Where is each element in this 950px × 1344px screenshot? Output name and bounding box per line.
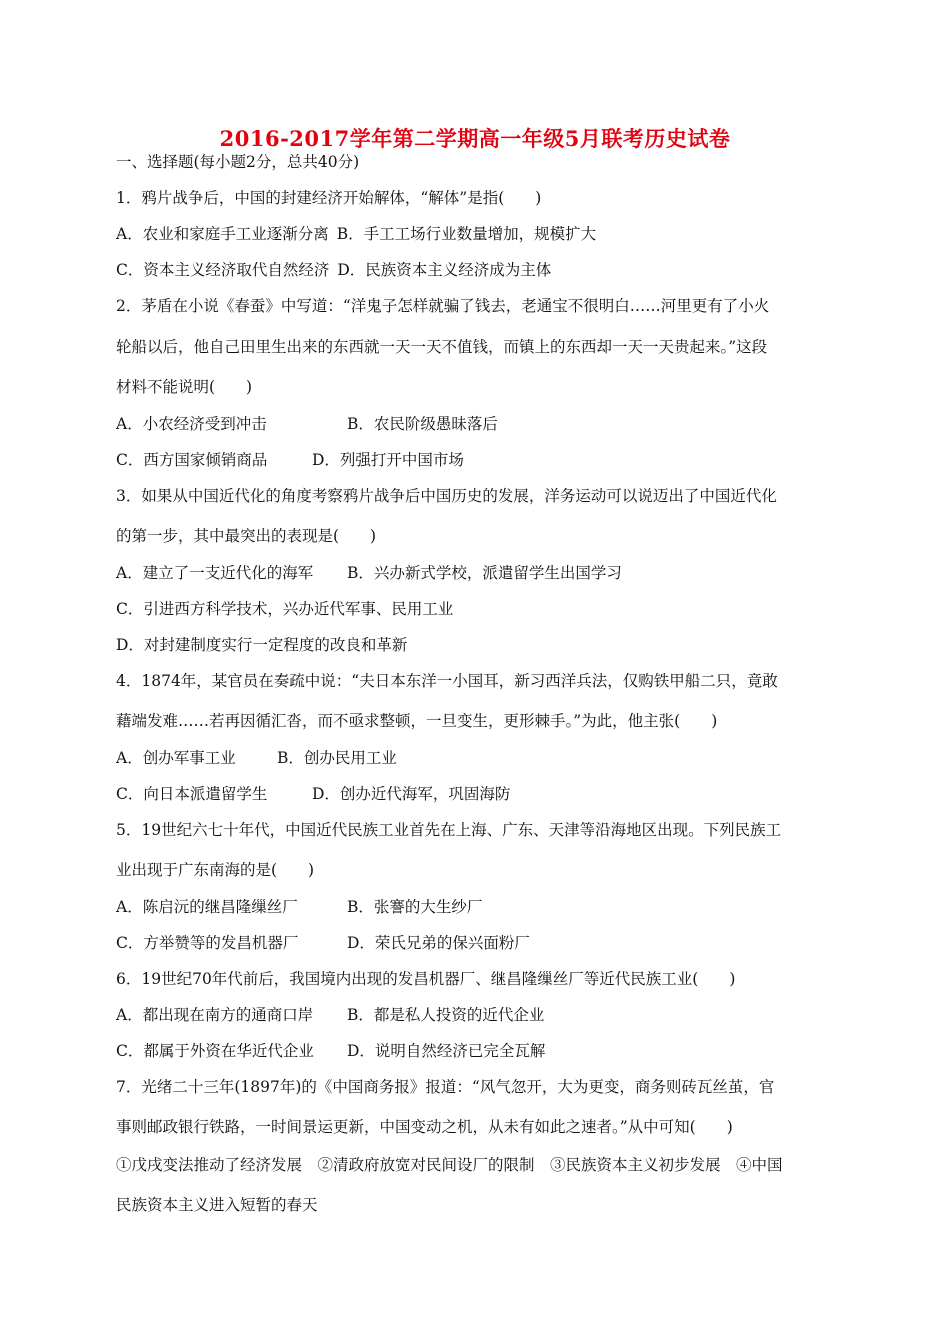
q5-option-c: C．方举赞等的发昌机器厂 — [116, 934, 299, 952]
q6-option-a: A．都出现在南方的通商口岸 — [116, 1006, 314, 1024]
section-heading: 一、选择题(每小题2分，总共40分) — [116, 153, 360, 171]
q2-option-d: D．列强打开中国市场 — [312, 451, 464, 469]
q1-option-b: B．手工工场行业数量增加，规模扩大 — [336, 225, 597, 243]
q2-option-c: C．西方国家倾销商品 — [116, 451, 268, 469]
q1-option-c: C．资本主义经济取代自然经济 — [116, 261, 330, 279]
q4-options-row2 — [116, 784, 511, 804]
q5-options-row1 — [116, 897, 483, 917]
q1-option-d: D．民族资本主义经济成为主体 — [337, 261, 552, 279]
q6-option-b: B．都是私人投资的近代企业 — [347, 1006, 545, 1024]
q5-option-b: B．张謇的大生纱厂 — [347, 898, 483, 916]
q6-option-d: D．说明自然经济已完全瓦解 — [347, 1042, 546, 1060]
q6-option-c: C．都属于外资在华近代企业 — [116, 1042, 314, 1060]
q6-options-row2 — [116, 1041, 546, 1061]
q6-options-row1 — [116, 1005, 545, 1025]
q7-items-line1: ①戊戌变法推动了经济发展 ②清政府放宽对民间设厂的限制 ③民族资本主义初步发展 ④中国 — [116, 1156, 783, 1174]
q5-stem-line2: 业出现于广东南海的是( ) — [116, 861, 315, 879]
q2-option-a: A．小农经济受到冲击 — [116, 415, 267, 433]
q2-stem-line2: 轮船以后，他自己田里生出来的东西就一天一天不值钱，而镇上的东西却一天一天贵起来。”这段 — [116, 338, 768, 356]
q2-option-b: B．农民阶级愚昧落后 — [347, 415, 498, 433]
q5-stem-line1: 5．19世纪六七十年代，中国近代民族工业首先在上海、广东、天津等沿海地区出现。下列民族工 — [116, 821, 782, 839]
q3-option-b: B．兴办新式学校，派遣留学生出国学习 — [347, 564, 622, 582]
q4-stem-line2: 藉端发难……若再因循汇沓，而不亟求整顿，一旦变生，更形棘手。”为此，他主张( ) — [116, 712, 718, 730]
q1-stem: 1．鸦片战争后，中国的封建经济开始解体，“解体”是指( ) — [116, 189, 542, 207]
q4-option-a: A．创办军事工业 — [116, 749, 236, 767]
q6-stem: 6．19世纪70年代前后，我国境内出现的发昌机器厂、继昌隆缫丝厂等近代民族工业( ) — [116, 970, 736, 988]
q7-stem-line1: 7．光绪二十三年(1897年)的《中国商务报》报道：“风气忽开，大为更变，商务则砖瓦丝茧，官 — [116, 1078, 775, 1096]
q3-option-c: C．引进西方科学技术，兴办近代军事、民用工业 — [116, 600, 454, 618]
q5-option-d: D．荣氏兄弟的保兴面粉厂 — [347, 934, 530, 952]
q4-stem-line1: 4．1874年，某官员在奏疏中说：“夫日本东洋一小国耳，新习西洋兵法，仅购铁甲船二只，竟敢 — [116, 672, 778, 690]
q1-options-row2 — [116, 260, 551, 280]
q3-options-row1 — [116, 563, 622, 583]
q3-stem-line2: 的第一步，其中最突出的表现是( ) — [116, 527, 377, 545]
q3-option-d: D．对封建制度实行一定程度的改良和革新 — [116, 636, 408, 654]
q3-stem-line1: 3．如果从中国近代化的角度考察鸦片战争后中国历史的发展，洋务运动可以说迈出了中国近代化 — [116, 487, 777, 505]
q7-items-line2: 民族资本主义进入短暂的春天 — [116, 1196, 318, 1214]
q2-stem-line3: 材料不能说明( ) — [116, 378, 253, 396]
q5-option-a: A．陈启沅的继昌隆缫丝厂 — [116, 898, 298, 916]
q4-option-c: C．向日本派遣留学生 — [116, 785, 268, 803]
q4-option-b: B．创办民用工业 — [277, 749, 397, 767]
q1-option-a: A．农业和家庭手工业逐渐分离 — [116, 225, 329, 243]
q2-options-row2 — [116, 450, 464, 470]
q1-options-row1 — [116, 224, 596, 244]
q2-stem-line1: 2．茅盾在小说《春蚕》中写道：“洋鬼子怎样就骗了钱去，老通宝不很明白……河里更有了小火 — [116, 297, 770, 315]
q7-stem-line2: 事则邮政银行铁路，一时间景运更新，中国变动之机，从未有如此之速者。”从中可知( ) — [116, 1118, 733, 1136]
exam-title: 2016-2017学年第二学期高一年级5月联考历史试卷 — [219, 126, 731, 151]
q4-options-row1 — [116, 748, 397, 768]
q3-option-a: A．建立了一支近代化的海军 — [116, 564, 314, 582]
q4-option-d: D．创办近代海军，巩固海防 — [312, 785, 511, 803]
q2-options-row1 — [116, 414, 498, 434]
q5-options-row2 — [116, 933, 530, 953]
